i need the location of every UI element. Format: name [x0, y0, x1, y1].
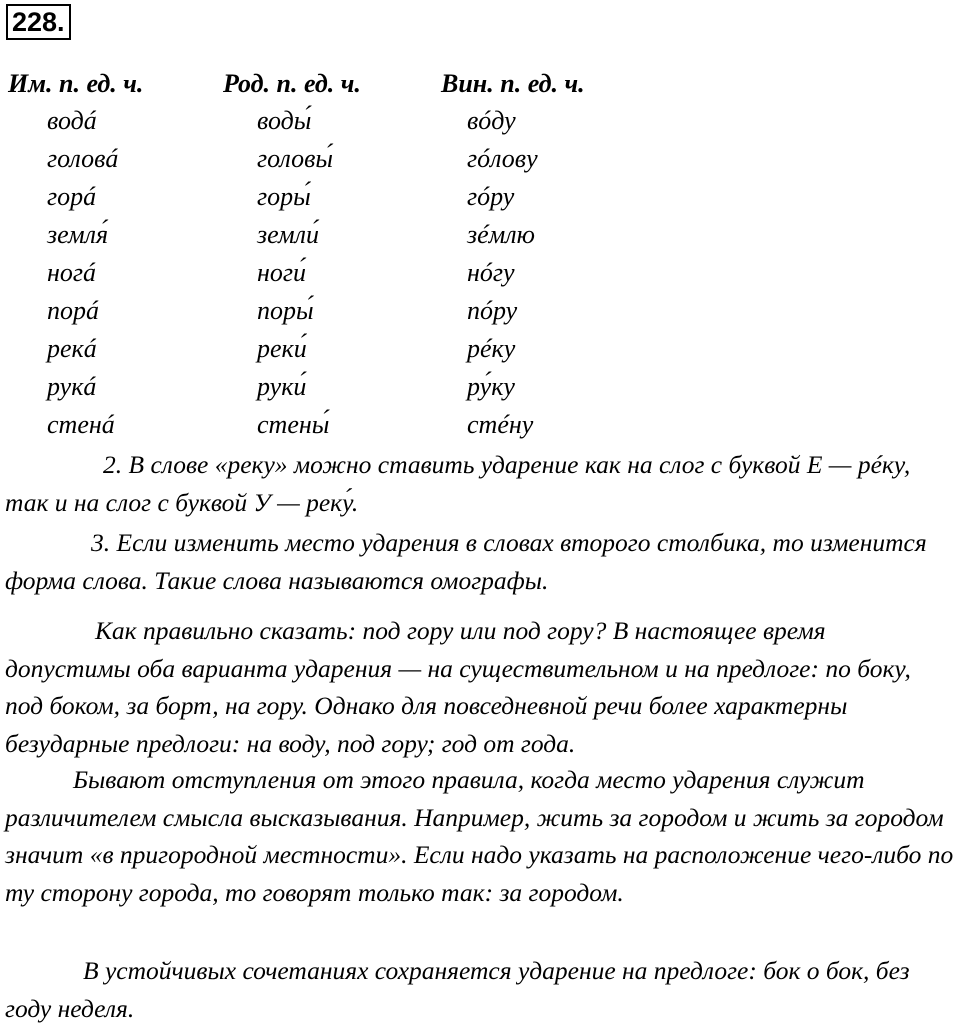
paragraph-stress-rule: Как правильно сказать: под гору или под гору? В настоящее время допустимы оба варианта ударения — на существительном и на предлоге: по боку, под боком, за борт, на гору. Однако для повседневной речи более характерны безударные предлоги: на воду, под гору; год от года.	[5, 616, 911, 758]
header-genitive: Род. п. ед. ч.	[223, 69, 361, 98]
exercise-number: 228.	[6, 4, 71, 40]
table-row	[0, 216, 960, 254]
table-row	[0, 102, 960, 140]
genitive-cell: ноги́	[257, 258, 307, 287]
table-row	[0, 292, 960, 330]
accusative-cell: гóлову	[467, 144, 538, 173]
table-row	[0, 406, 960, 444]
table-row	[0, 254, 960, 292]
declension-table	[0, 102, 960, 444]
nominative-cell: рекá	[47, 334, 97, 363]
genitive-cell: руки́	[257, 372, 307, 401]
nominative-cell: водá	[47, 106, 97, 135]
table-row	[0, 140, 960, 178]
table-headers	[0, 66, 960, 102]
table-row	[0, 368, 960, 406]
accusative-cell: вóду	[467, 106, 516, 135]
accusative-cell: рéку	[467, 334, 516, 363]
accusative-cell: зéмлю	[467, 220, 535, 249]
nominative-cell: рукá	[47, 372, 97, 401]
paragraph-answer-3: 3. Если изменить место ударения в словах второго столбика, то изменится форма слова. Такие слова называются омографы.	[5, 528, 927, 595]
paragraph-answer-2: 2. В слове «реку» можно ставить ударение как на слог с буквой Е — рéку, так и на слог с буквой У — реку́.	[5, 450, 911, 517]
nominative-cell: ногá	[47, 258, 97, 287]
nominative-cell: порá	[47, 296, 99, 325]
nominative-cell: стенá	[47, 410, 115, 439]
nominative-cell: горá	[47, 182, 97, 211]
genitive-cell: реки́	[257, 334, 307, 363]
accusative-cell: нóгу	[467, 258, 515, 287]
genitive-cell: головы́	[257, 144, 334, 173]
nominative-cell: земля́	[47, 220, 109, 249]
accusative-cell: ру́ку	[467, 372, 515, 401]
accusative-cell: гóру	[467, 182, 515, 211]
accusative-cell: пóру	[467, 296, 518, 325]
accusative-cell: стéну	[467, 410, 534, 439]
genitive-cell: земли́	[257, 220, 319, 249]
table-row	[0, 330, 960, 368]
paragraph-exceptions: Бывают отступления от этого правила, когда место ударения служит различителем смысла высказывания. Например, жить за городом и жить за городом значит «в пригородной местности». Если надо указать на расположение чего-либо по ту сторону города, то говорят только так: за городом.	[5, 765, 954, 907]
header-accusative: Вин. п. ед. ч.	[441, 69, 585, 98]
genitive-cell: поры́	[257, 296, 314, 325]
genitive-cell: стены́	[257, 410, 330, 439]
table-row	[0, 178, 960, 216]
paragraph-set-expressions: В устойчивых сочетаниях сохраняется ударение на предлоге: бок о бок, без году неделя.	[5, 956, 910, 1023]
genitive-cell: горы́	[257, 182, 311, 211]
nominative-cell: головá	[47, 144, 119, 173]
genitive-cell: воды́	[257, 106, 312, 135]
header-nominative: Им. п. ед. ч.	[8, 69, 144, 98]
